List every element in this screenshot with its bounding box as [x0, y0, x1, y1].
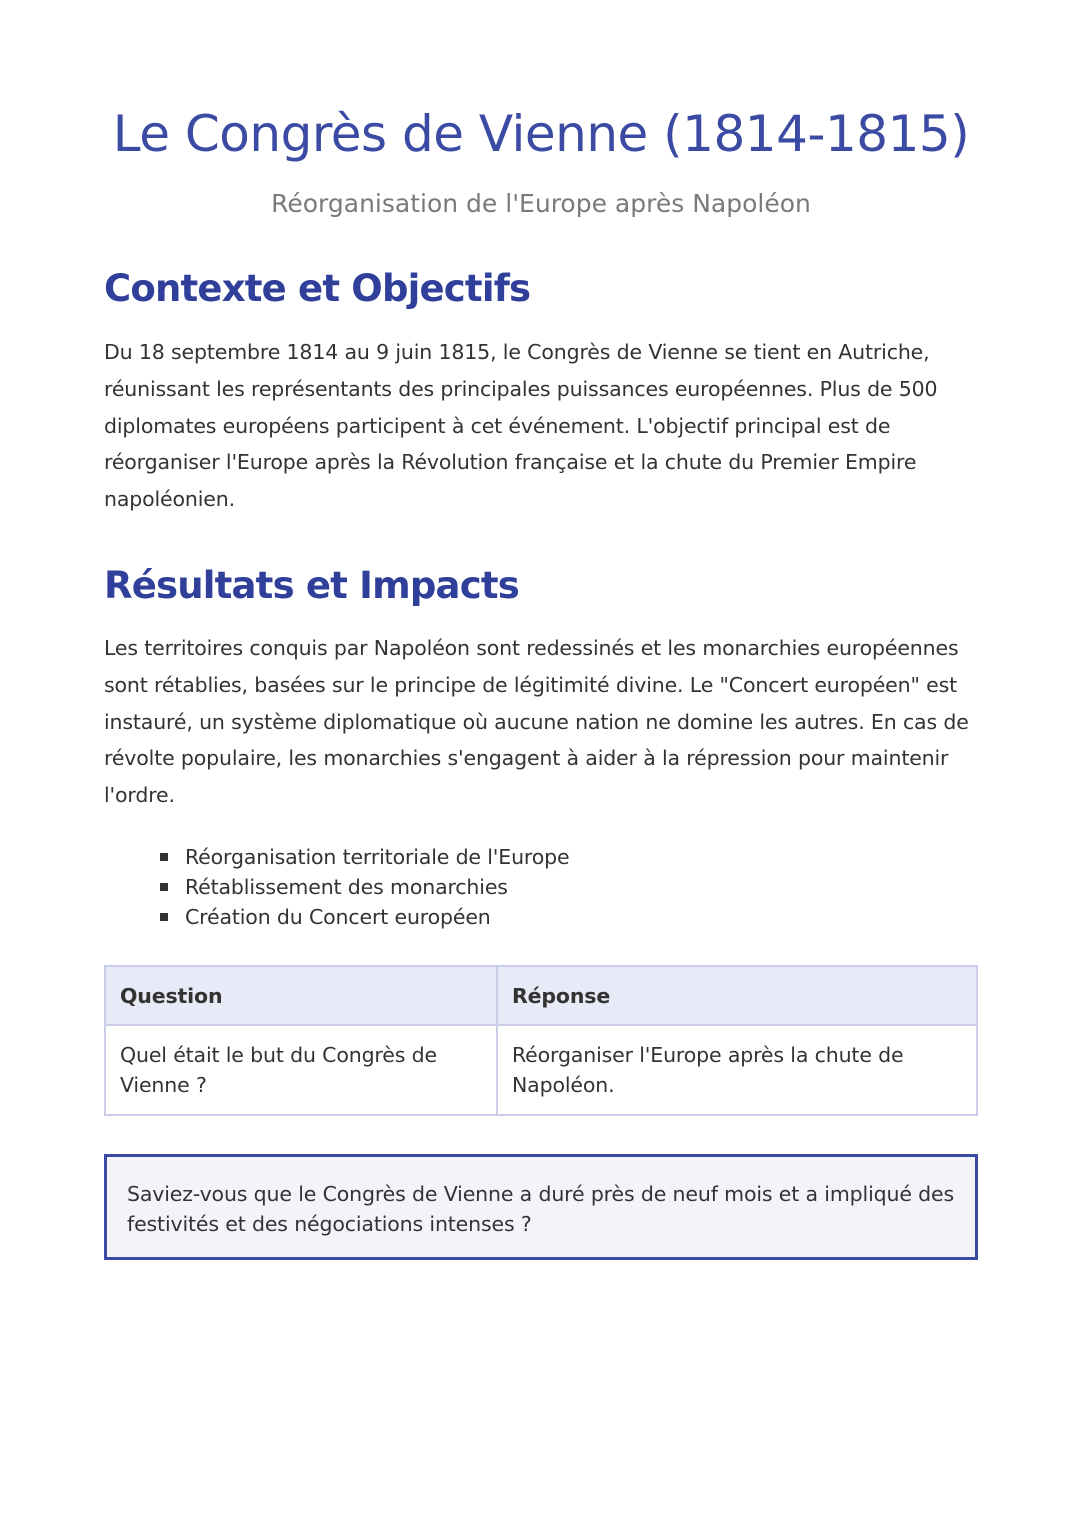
- question-answer-table: [104, 965, 978, 1116]
- page-subtitle: Réorganisation de l'Europe après Napoléon: [271, 189, 811, 218]
- list-item: [160, 902, 569, 932]
- table-header-question: Question: [105, 966, 497, 1025]
- page-title: Le Congrès de Vienne (1814-1815): [112, 105, 970, 163]
- list-item-text: Réorganisation territoriale de l'Europe: [185, 845, 570, 869]
- section-text-context: Du 18 septembre 1814 au 9 juin 1815, le Congrès de Vienne se tient en Autriche, réunissant les représentants des principales puissances européennes. Plus de 500 diplomates européens participent à cet événement. L'objectif principal est de réorganiser l'Europe après la Révolution française et la chute du Premier Empire napoléonien.: [104, 340, 938, 512]
- section-heading-context: Contexte et Objectifs: [104, 267, 531, 310]
- square-bullet-icon: [160, 913, 168, 921]
- fun-fact-callout: [104, 1154, 978, 1260]
- section-text-results: Les territoires conquis par Napoléon sont redessinés et les monarchies européennes sont rétablies, basées sur le principe de légitimité divine. Le "Concert européen" est instauré, un système diplomatique où aucune nation ne domine les autres. En cas de révolte populaire, les monarchies s'engagent à aider à la répression pour maintenir l'ordre.: [104, 636, 969, 808]
- list-item-text: Création du Concert européen: [185, 905, 491, 929]
- table-header-row: [105, 966, 977, 1025]
- bullet-list: [160, 842, 569, 932]
- section-heading-results: Résultats et Impacts: [104, 564, 519, 607]
- table-header-answer: Réponse: [497, 966, 977, 1025]
- table-row: [105, 1025, 977, 1115]
- table-cell-question: Quel était le but du Congrès de Vienne ?: [105, 1025, 497, 1115]
- square-bullet-icon: [160, 883, 168, 891]
- square-bullet-icon: [160, 853, 168, 861]
- callout-text: Saviez-vous que le Congrès de Vienne a duré près de neuf mois et a impliqué des festivités et des négociations intenses ?: [127, 1182, 954, 1236]
- list-item-text: Rétablissement des monarchies: [185, 875, 508, 899]
- list-item: [160, 842, 569, 872]
- list-item: [160, 872, 569, 902]
- table-cell-answer: Réorganiser l'Europe après la chute de Napoléon.: [497, 1025, 977, 1115]
